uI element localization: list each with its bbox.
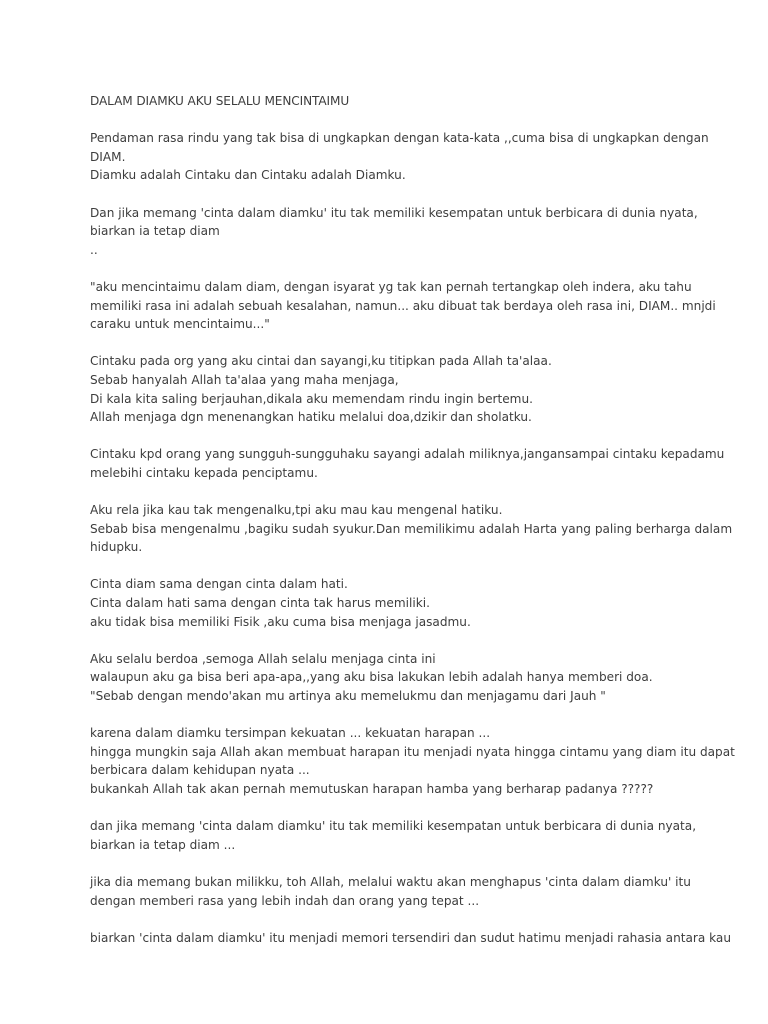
text-line: caraku untuk mencintaimu...": [90, 317, 270, 332]
text-line: Diamku adalah Cintaku dan Cintaku adalah Diamku.: [90, 168, 406, 183]
paragraph: [90, 352, 690, 426]
paragraph: [90, 929, 731, 948]
text-line: "Sebab dengan mendo'akan mu artinya aku memelukmu dan menjagamu dari Jauh ": [90, 689, 606, 703]
text-line: Cinta dalam hati sama dengan cinta tak harus memiliki.: [90, 596, 430, 611]
text-line: Sebab hanyalah Allah ta'alaa yang maha menjaga,: [90, 372, 399, 387]
paragraph: [90, 129, 709, 185]
text-line: Aku selalu berdoa ,semoga Allah selalu menjaga cinta ini: [90, 651, 436, 666]
text-line: bukankah Allah tak akan pernah memutuskan harapan hamba yang berharap padanya ?????: [90, 781, 654, 796]
text-line: Cintaku kpd orang yang sungguh-sungguhaku sayangi adalah miliknya,jangansampai cintaku kepadamu: [90, 447, 725, 462]
paragraph: [90, 724, 735, 798]
paragraph: [90, 278, 716, 334]
text-line: Cintaku pada org yang aku cintai dan sayangi,ku titipkan pada Allah ta'alaa.: [90, 354, 552, 369]
text-line: hingga mungkin saja Allah akan membuat harapan itu menjadi nyata hingga cintamu yang diam itu dapat: [90, 744, 735, 759]
text-line: walaupun aku ga bisa beri apa-apa,,yang aku bisa lakukan lebih adalah hanya memberi doa.: [90, 670, 653, 685]
text-line: Di kala kita saling berjauhan,dikala aku memendam rindu ingin bertemu.: [90, 391, 533, 406]
text-line: Cinta diam sama dengan cinta dalam hati.: [90, 577, 348, 592]
paragraph: [90, 575, 690, 631]
text-line: Sebab bisa mengenalmu ,bagiku sudah syukur.Dan memilikimu adalah Harta yang paling berharga dalam: [90, 521, 733, 536]
text-line: biarkan ia tetap diam ...: [90, 837, 236, 852]
paragraph: [90, 445, 725, 482]
text-line: aku tidak bisa memiliki Fisik ,aku cuma bisa menjaga jasadmu.: [90, 614, 471, 629]
paragraph: [90, 204, 698, 260]
text-line: biarkan 'cinta dalam diamku' itu menjadi memori tersendiri dan sudut hatimu menjadi rahasia antara kau: [90, 930, 731, 945]
text-line: dengan memberi rasa yang lebih indah dan orang yang tepat ...: [90, 893, 480, 908]
text-line: biarkan ia tetap diam: [90, 224, 220, 239]
paragraph: [90, 650, 690, 706]
text-line: Dan jika memang 'cinta dalam diamku' itu tak memiliki kesempatan untuk berbicara di dunia nyata,: [90, 205, 698, 220]
paragraph: [90, 501, 733, 557]
text-line: berbicara dalam kehidupan nyata ...: [90, 763, 310, 778]
text-line: memiliki rasa ini adalah sebuah kesalahan, namun... aku dibuat tak berdaya oleh rasa ini, DIAM.. mnjdi: [90, 298, 716, 313]
text-line: "aku mencintaimu dalam diam, dengan isyarat yg tak kan pernah tertangkap oleh indera, aku tahu: [90, 279, 692, 294]
text-line: karena dalam diamku tersimpan kekuatan ... kekuatan harapan ...: [90, 726, 491, 741]
text-line: hidupku.: [90, 540, 143, 555]
text-line: DIAM.: [90, 149, 126, 164]
text-line: ..: [90, 242, 98, 257]
text-line: Aku rela jika kau tak mengenalku,tpi aku mau kau mengenal hatiku.: [90, 503, 503, 518]
document-title: DALAM DIAMKU AKU SELALU MENCINTAIMU: [90, 94, 350, 108]
paragraph: [90, 873, 690, 910]
text-line: dan jika memang 'cinta dalam diamku' itu tak memiliki kesempatan untuk berbicara di dunia nyata,: [90, 819, 697, 834]
text-line: Allah menjaga dgn menenangkan hatiku melalui doa,dzikir dan sholatku.: [90, 410, 532, 425]
document-body: [90, 92, 735, 966]
text-line: melebihi cintaku kepada penciptamu.: [90, 465, 318, 480]
paragraph: [90, 817, 697, 854]
text-line: jika dia memang bukan milikku, toh Allah, melalui waktu akan menghapus 'cinta dalam diamku' itu: [90, 874, 691, 889]
text-line: Pendaman rasa rindu yang tak bisa di ungkapkan dengan kata-kata ,,cuma bisa di ungkapkan dengan: [90, 131, 709, 146]
